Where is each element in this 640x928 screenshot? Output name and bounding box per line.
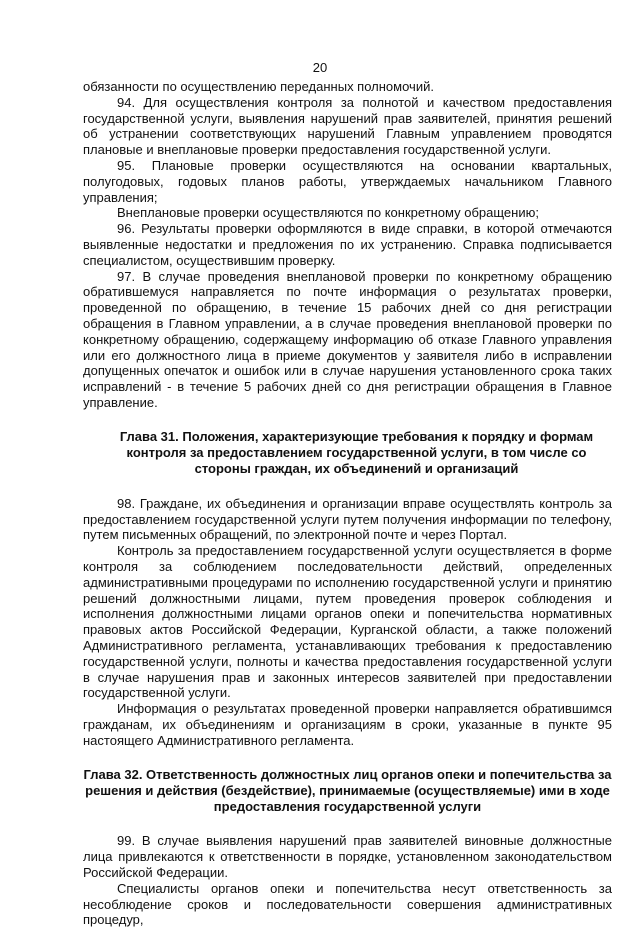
- paragraph-99: 99. В случае выявления нарушений прав заявителей виновные должностные лица привлекаются к ответственности в порядке, установленном законодательством Российской Федерации.: [83, 833, 612, 881]
- paragraph-specialists-responsibility: Специалисты органов опеки и попечительства несут ответственность за несоблюдение сроков и последовательности совершения административных процедур,: [83, 880, 612, 928]
- paragraph-96: 96. Результаты проверки оформляются в виде справки, в которой отмечаются выявленные недостатки и предложения по их устранению. Справка подписывается специалистом, осуществившим проверку.: [83, 221, 612, 268]
- paragraph-check-results: Информация о результатах проведенной проверки направляется обратившимся гражданам, их объединениям и организациям в сроки, указанные в пункте 95 настоящего Административного регламента.: [83, 701, 612, 748]
- paragraph-control-form: Контроль за предоставлением государственной услуги осуществляется в форме контроля за соблюдением последовательности действий, определенных административными процедурами по исполнению государственной услуги и принятию решений должностными лицами, путем проведения проверок соблюдения и исполнения должностными лицами органов опеки и попечительства нормативных правовых актов Российской Федерации, Курганской области, а также положений Административного регламента, устанавливающих требования к предоставлению государственной услуги, полноты и качества предоставления государственной услуги в случае нарушения прав и законных интересов заявителей при предоставлении государственной услуги.: [83, 543, 612, 701]
- chapter-31-heading: Глава 31. Положения, характеризующие требования к порядку и формам контроля за предоставлением государственной услуги, в том числе со стороны граждан, их объединений и организаций: [119, 428, 594, 476]
- paragraph-94: 94. Для осуществления контроля за полнотой и качеством предоставления государственной услуги, выявления нарушений прав заявителей, принятия решений об устранении соответствующих нарушений Главным управлением проводятся плановые и внеплановые проверки предоставления государственной услуги.: [83, 94, 612, 158]
- paragraph-97: 97. В случае проведения внеплановой проверки по конкретному обращению обратившемуся направляется по почте информация о результатах проверки, проведенной по обращению, в течение 15 рабочих дней со дня регистрации обращения в Главном управлении, а в случае проведения внеплановой проверки по конкретному обращению, содержащему информацию об отказе Главного управления или его должностного лица в приеме документов у заявителя либо в исправлении допущенных опечаток и ошибок или в случае нарушения установленного срока таких исправлений - в течение 5 рабочих дней со дня регистрации обращения в Главное управление.: [83, 268, 612, 410]
- paragraph-continuation: обязанности по осуществлению переданных полномочий.: [83, 79, 434, 94]
- paragraph-unscheduled-checks: Внеплановые проверки осуществляются по конкретному обращению;: [117, 205, 539, 221]
- paragraph-98: 98. Граждане, их объединения и организации вправе осуществлять контроль за предоставлением государственной услуги путем получения информации по телефону, путем письменных обращений, по электронной почте и через Портал.: [83, 495, 612, 543]
- page-number: 20: [312, 60, 328, 75]
- chapter-32-heading: Глава 32. Ответственность должностных лиц органов опеки и попечительства за решения и действия (бездействие), принимаемые (осуществляемые) ими в ходе предоставления государственной услуги: [83, 767, 612, 815]
- paragraph-95: 95. Плановые проверки осуществляются на основании квартальных, полугодовых, годовых планов работы, утверждаемых начальником Главного управления;: [83, 157, 612, 205]
- document-body: [83, 79, 612, 928]
